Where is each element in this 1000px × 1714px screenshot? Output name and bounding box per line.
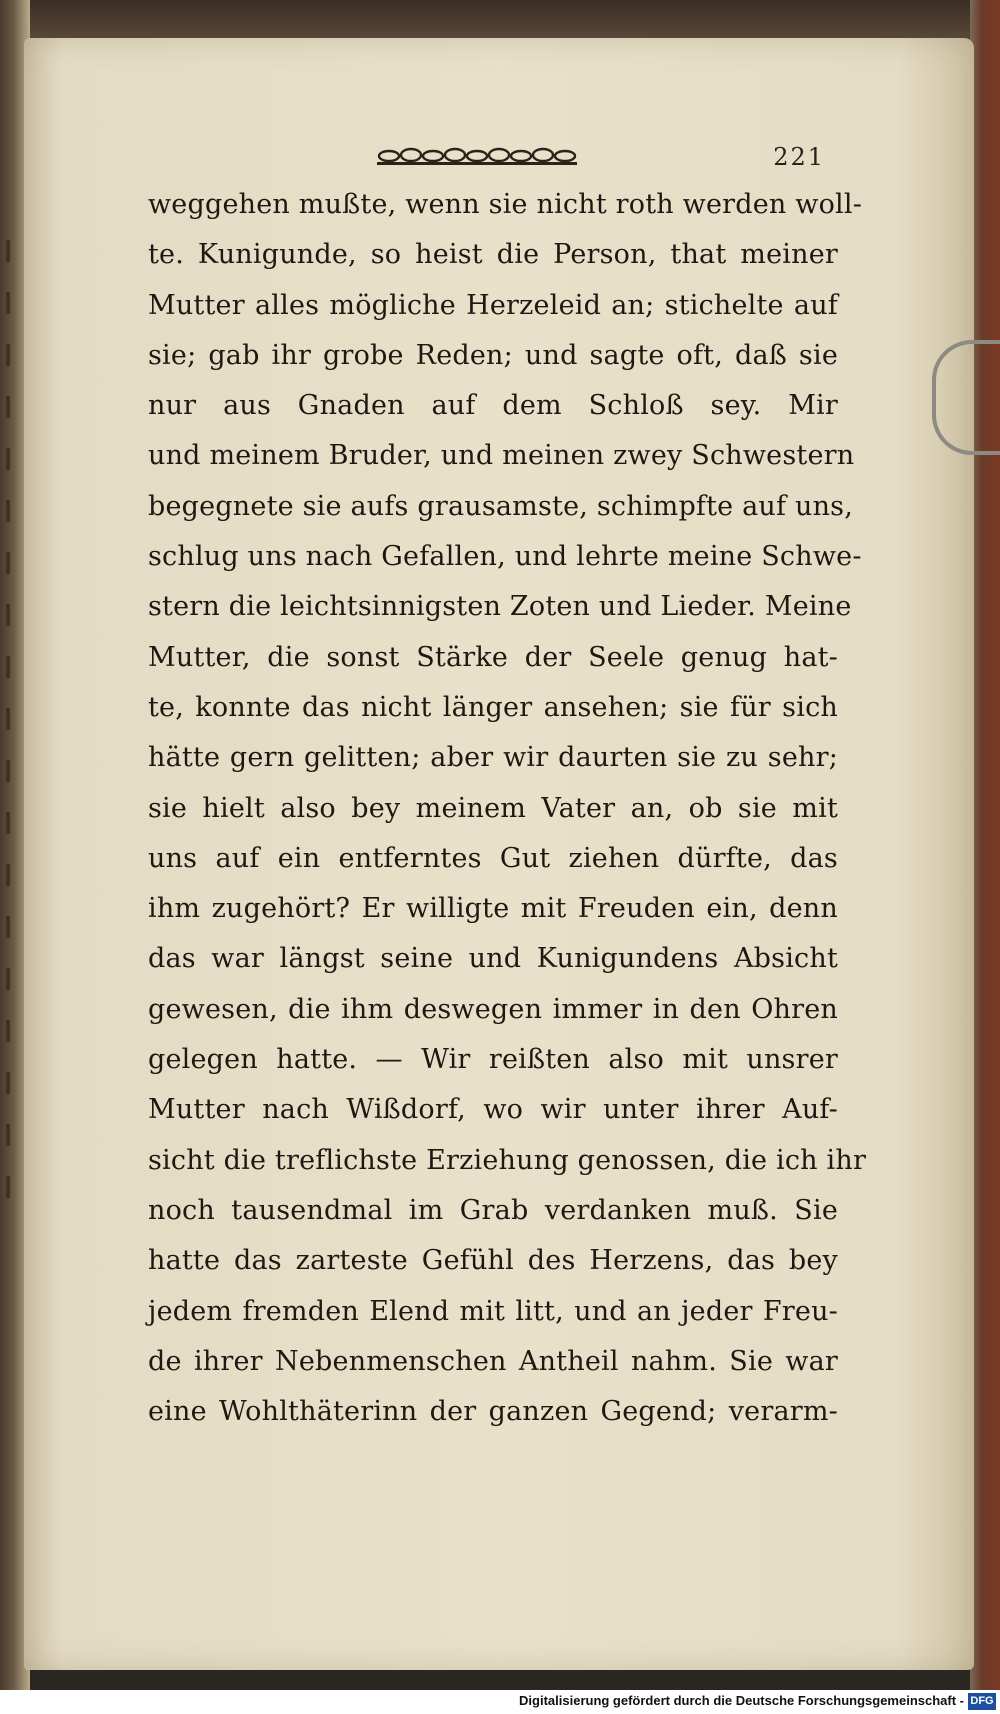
text-line: ihm zugehört? Er willigte mit Freuden ein, denn (148, 893, 838, 925)
body-text (148, 180, 867, 1437)
book-cover-edge (970, 0, 1000, 1714)
text-line: gewesen, die ihm deswegen immer in den Ohren (148, 993, 838, 1025)
text-line: hatte das zarteste Gefühl des Herzens, das bey (148, 1245, 838, 1277)
text-line: und meinem Bruder, und meinen zwey Schwestern (148, 440, 855, 472)
text-line: noch tausendmal im Grab verdanken muß. Sie (148, 1194, 838, 1226)
text-line: gelegen hatte. — Wir reißten also mit unsrer (148, 1044, 838, 1076)
text-line: weggehen mußte, wenn sie nicht roth werden woll- (148, 189, 863, 220)
text-line: Mutter alles mögliche Herzeleid an; stichelte auf (148, 289, 838, 321)
text-line: Mutter, die sonst Stärke der Seele genug hat- (148, 641, 838, 673)
page-clip (932, 340, 1000, 455)
text-line: sie; gab ihr grobe Reden; und sagte oft, daß sie (148, 339, 838, 371)
text-line: eine Wohlthäterinn der ganzen Gegend; verarm- (148, 1396, 838, 1428)
text-line: sie hielt also bey meinem Vater an, ob sie mit (148, 792, 838, 824)
text-line: de ihrer Nebenmenschen Antheil nahm. Sie war (148, 1345, 838, 1377)
text-line: hätte gern gelitten; aber wir daurten sie zu sehr; (148, 742, 838, 774)
text-line: schlug uns nach Gefallen, und lehrte meine Schwe- (148, 541, 862, 573)
text-line: sicht die treflichste Erziehung genossen, die ich ihr (148, 1144, 867, 1176)
text-line: nur aus Gnaden auf dem Schloß sey. Mir (148, 390, 838, 422)
text-line: das war längst seine und Kunigundens Absicht (148, 943, 838, 975)
page-header (375, 143, 825, 175)
funding-credit: Digitalisierung gefördert durch die Deutsche Forschungsgemeinschaft - (519, 1693, 964, 1708)
text-line: stern die leichtsinnigsten Zoten und Lieder. Meine (148, 591, 852, 623)
text-line: uns auf ein entferntes Gut ziehen dürfte, das (148, 842, 838, 874)
text-line: te. Kunigunde, so heist die Person, that meiner (148, 239, 838, 271)
text-line: te, konnte das nicht länger ansehen; sie für sich (148, 691, 838, 723)
dfg-logo: DFG (968, 1693, 996, 1710)
digitization-footer (0, 1690, 1000, 1714)
decorative-vignette-icon (375, 147, 580, 167)
scan-top-edge (0, 0, 1000, 42)
text-line: jedem fremden Elend mit litt, und an jeder Freu- (148, 1295, 838, 1327)
text-line: begegnete sie aufs grausamste, schimpfte auf uns, (148, 490, 854, 522)
page-number: 221 (773, 143, 825, 171)
text-line: Mutter nach Wißdorf, wo wir unter ihrer Auf- (148, 1094, 838, 1126)
